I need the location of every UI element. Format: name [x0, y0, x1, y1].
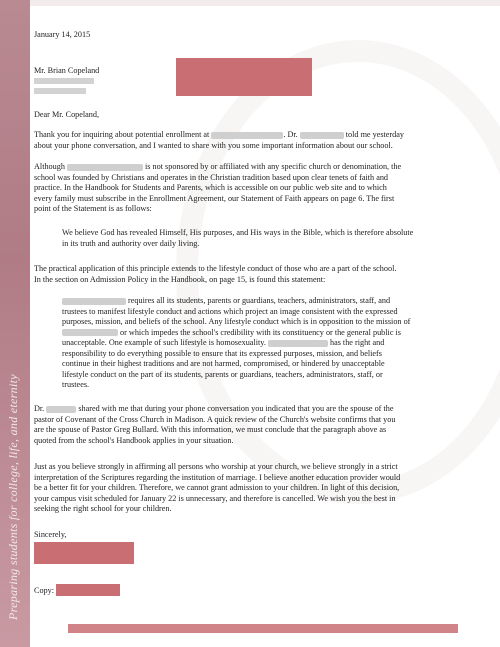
text-run: pastor of Covenant of the Cross Church in Madison. A quick review of the Church's website confirms that you [34, 414, 396, 424]
redacted-address-line [34, 78, 94, 84]
letterhead-sidebar [0, 0, 30, 647]
copy-label: Copy: [34, 586, 55, 595]
redacted-school-name [67, 164, 143, 171]
text-run: be a better fit for your children. Therefore, we cannot grant admission to your children. In light of this decision, [34, 483, 400, 492]
text-run: told me yesterday [345, 130, 404, 139]
closing: Sincerely, [34, 530, 67, 539]
text-run: We believe God has revealed Himself, His purposes, and His ways in the Bible, which is therefore absolute [62, 228, 414, 237]
quote-admission-policy [62, 296, 462, 391]
text-run: . Dr. [283, 130, 298, 139]
redacted-person-name [300, 132, 344, 139]
quote-statement-of-faith [62, 228, 462, 249]
letter-date: January 14, 2015 [34, 30, 91, 39]
text-run: continue in their highest traditions and are not harmed, compromised, or hindered by unacceptable [62, 359, 385, 368]
text-run: is not sponsored by or affiliated with any specific church or denomination, the [145, 162, 402, 171]
text-run: quoted from the school's Handbook applies in your situation. [34, 435, 234, 445]
text-run: or which impedes the school's credibility with its constituency or the general public is [120, 327, 401, 337]
signature-redaction [34, 542, 134, 564]
redaction-block [176, 58, 312, 96]
letterhead-top-band [30, 0, 500, 6]
text-run: trustees. [62, 380, 90, 389]
paragraph-5 [34, 462, 474, 515]
text-run: every family must subscribe in the Enrollment Agreement, our Statement of Faith appears on page 6. The first [34, 193, 395, 203]
paragraph-3 [34, 264, 474, 285]
text-run: seeking the right school for your children. [34, 504, 172, 513]
text-run: your campus visit scheduled for January 22 is unnecessary, and therefore is cancelled. We wish you the best in [34, 493, 396, 503]
paragraph-1 [34, 130, 474, 151]
letterhead-motto: Preparing students for college, life, and eternity [6, 374, 20, 620]
text-run: In the section on Admission Policy in the Handbook, on page 15, is found this statement: [34, 274, 326, 284]
copy-redaction [56, 584, 120, 596]
text-run: has the right and [329, 338, 385, 347]
text-run: interpretation of the Scriptures regarding the institution of marriage. I believe another education provider would [34, 472, 401, 482]
recipient-name: Mr. Brian Copeland [34, 66, 100, 75]
text-run: unacceptable. One example of such lifestyle is homosexuality. [62, 338, 266, 347]
text-run: point of the Statement is as follows: [34, 204, 152, 213]
text-run: lifestyle conduct on the part of its students, parents or guardians, teachers, administrators, staff, or [62, 369, 383, 379]
redacted-address-line [34, 88, 86, 94]
text-run: Although [34, 162, 65, 171]
text-run: Thank you for inquiring about potential enrollment at [34, 130, 210, 139]
text-run: Dr. [34, 404, 45, 413]
redacted-school-name [62, 329, 118, 336]
text-run: requires all its students, parents or guardians, teachers, administrators, staff, and [128, 296, 391, 305]
text-run: school was founded by Christians and operates in the Christian tradition based upon clear tenets of faith and [34, 172, 389, 182]
redacted-school-name [62, 298, 126, 305]
text-run: responsibility to do everything possible to ensure that its expressed purposes, mission, and beliefs [62, 348, 382, 358]
redacted-school-name [211, 132, 283, 139]
footer-redaction [68, 624, 458, 633]
text-run: practice. In the Handbook for Students and Parents, which is accessible on our public web site and to which [34, 183, 387, 192]
text-run: The practical application of this principle extends to the lifestyle conduct of those who are a part of the school. [34, 264, 397, 273]
text-run: shared with me that during your phone conversation you indicated that you are the spouse of the [78, 404, 394, 413]
redacted-school-name [268, 340, 328, 347]
paragraph-4 [34, 404, 474, 446]
paragraph-2 [34, 162, 474, 215]
text-run: are the spouse of Pastor Greg Bullard. With this information, we must conclude that the paragraph above as [34, 425, 387, 434]
text-run: purposes, mission, and beliefs of the school. Any lifestyle conduct which is in opposition to the mission of [62, 317, 411, 326]
text-run: trustees to manifest lifestyle conduct and actions which project an image consistent with the expressed [62, 306, 398, 316]
redacted-person-name [46, 406, 76, 413]
text-run: about your phone conversation, and I wanted to share with you some important information about our school. [34, 140, 393, 150]
text-run: in its truth and authority over daily living. [62, 238, 200, 248]
text-run: Just as you believe strongly in affirming all persons who worship at your church, we believe strongly in a strict [34, 462, 398, 471]
salutation: Dear Mr. Copeland, [34, 110, 100, 119]
